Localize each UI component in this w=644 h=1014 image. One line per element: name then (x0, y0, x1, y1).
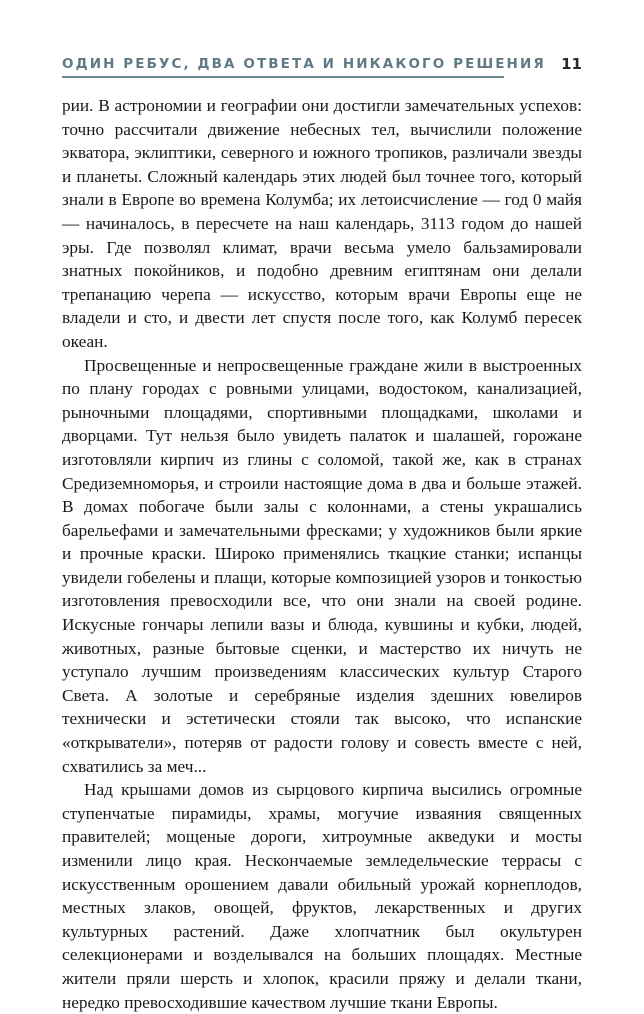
paragraph: Над крышами домов из сырцового кирпича высились огромные ступенчатые пирамиды, храмы, могучие изваяния священных правителей; мощеные дороги, хитроумные акведуки и мосты изменили лицо края. Нескончаемые земледельческие террасы с искусственным орошением давали обильный урожай корнеплодов, местных злаков, овощей, фруктов, лекарственных и других культурных растений. Даже хлопчатник был окультурен селекционерами и возделывался на больших площадях. Местные жители пряли шерсть и хлопок, красили пряжу и делали ткани, нередко превосходившие качеством лучшие ткани Европы. (62, 780, 582, 1012)
header-rule (62, 76, 504, 78)
paragraph-continued: рии. В астрономии и географии они достигли замечательных успехов: точно рассчитали движение небесных тел, вычислили положение экватора, эклиптики, северного и южного тропиков, различали звезды и планеты. Сложный календарь этих людей был точнее того, который знали в Европе во времена Колумба; их летоисчисление — год 0 майя — начиналось, в пересчете на наш календарь, 3113 годом до нашей эры. Где позволял климат, врачи весьма умело бальзамировали знатных покойников, и подобно древним египтянам они делали трепанацию черепа — искусство, которым врачи Европы еще не владели и сто, и двести лет спустя после того, как Колумб пересек океан. (62, 96, 582, 351)
body-text (62, 94, 582, 1014)
paragraph: Просвещенные и непросвещенные граждане жили в выстроенных по плану городах с ровными улицами, водостоком, канализацией, рыночными площадями, спортивными площадками, школами и дворцами. Тут нельзя было увидеть палаток и шалашей, горожане изготовляли кирпич из глины с соломой, такой же, как в странах Средиземноморья, и строили настоящие дома в два и больше этажей. В домах побогаче были залы с колоннами, а стены украшались барельефами и замечательными фресками; у художников были яркие и прочные краски. Широко применялись ткацкие станки; испанцы увидели гобелены и плащи, которые композицией узоров и тонкостью изготовления превосходили все, что они знали на своей родине. Искусные гончары лепили вазы и блюда, кувшины и кубки, людей, животных, разные бытовые сценки, и мастерство их ничуть не уступало лучшим произведениям классических культур Старого Света. А золотые и серебряные изделия здешних ювелиров технически и эстетически стояли так высоко, что испанские «открыватели», потеряв от радости голову и совесть вместе с ней, схватились за меч... (62, 355, 582, 776)
running-title: ОДИН РЕБУС, ДВА ОТВЕТА И НИКАКОГО РЕШЕНИЯ (62, 56, 546, 72)
running-header (62, 56, 582, 78)
page-number: 11 (561, 55, 582, 73)
